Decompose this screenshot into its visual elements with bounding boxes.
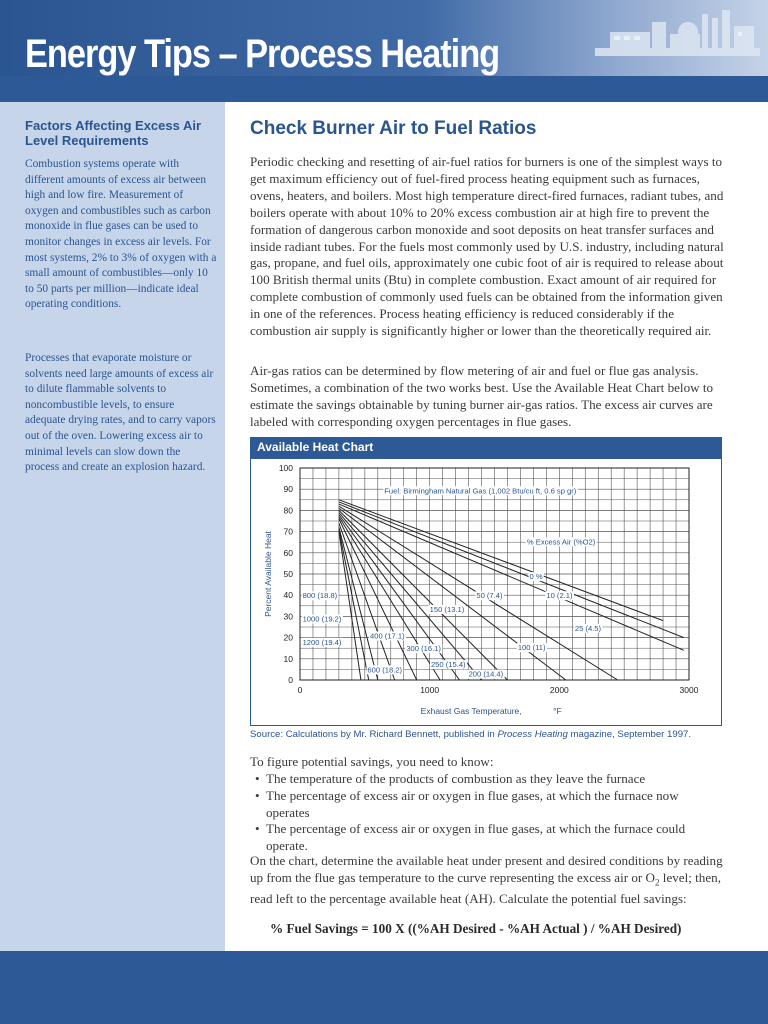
y-axis-title: Percent Available Heat [263, 531, 273, 617]
series-label: 1200 (19.4) [302, 637, 342, 647]
chart-heading-bar [250, 437, 722, 459]
x-tick-label: 1000 [420, 685, 440, 695]
body-paragraph-2: Air-gas ratios can be determined by flow metering of air and fuel or flue gas analysis. Sometimes, a combination of the two works best. Use the Available Heat Chart below to estimate the savings obtainable by tuning burner air-gas ratios. The excess air curves are labeled with corresponding oxygen percentages in flue gases. [250, 363, 714, 429]
series-label: 10 (2.1) [546, 591, 573, 601]
list-item: • The temperature of the products of combustion as they leave the furnace [252, 771, 722, 788]
header-band [0, 76, 768, 102]
y-tick-label: 0 [288, 675, 293, 685]
series-label: 100 (11) [517, 643, 546, 653]
series-label: 400 (17.1) [370, 631, 405, 641]
series-label: 25 (4.5) [574, 624, 602, 634]
series-line [339, 527, 378, 680]
y-tick-label: 50 [283, 569, 293, 579]
y-tick-label: 80 [283, 505, 293, 516]
page-title: Energy Tips – Process Heating [25, 32, 500, 76]
list-item: • The percentage of excess air or oxygen in flue gases, at which the furnace could operate. [252, 821, 722, 855]
sidebar-title: Factors Affecting Excess Air Level Requirements [25, 118, 202, 148]
series-line [339, 517, 440, 680]
series-label: 250 (15.4) [430, 660, 466, 670]
sidebar-paragraph-1: Combustion systems operate with different amounts of excess air between high and low fire. Measurement of oxygen and combustibles such as carbon monoxide in flue gases can be used to monitor changes in excess air levels. For most systems, 2% to 3% of oxygen with a small amount of combustibles—only 10 to 50 parts per million—indicate ideal operating conditions. [25, 158, 217, 311]
y-tick-label: 20 [283, 632, 293, 643]
x-tick-label: 3000 [679, 685, 699, 695]
series-line [339, 500, 663, 621]
available-heat-chart [250, 459, 722, 725]
chart-subtitle: Fuel: Birmingham Natural Gas (1,002 Btu/cu ft, 0.6 sp gr) [384, 486, 577, 496]
chart-heading: Available Heat Chart [257, 440, 374, 454]
closing-text-a: On the chart, determine the available heat under present and desired conditions by reading up from the flue gas temperature to the curve representing the excess air or O [250, 853, 723, 885]
y-tick-label: 10 [283, 653, 293, 664]
industrial-plant-illustration [590, 4, 765, 74]
requirements-list [252, 771, 722, 855]
list-item: • The percentage of excess air or oxygen in flue gases, at which the furnace now operates [252, 788, 722, 822]
y-tick-label: 30 [283, 611, 293, 622]
body-paragraph-1: Periodic checking and resetting of air-fuel ratios for burners is one of the simplest ways to get maximum efficiency out of fuel-fired process heating equipment such as furnaces, ovens, heaters, and boilers. Most high temperature direct-fired furnaces, radiant tubes, and boilers operate with about 10% to 20% excess combustion air at high fire to prevent the formation of dangerous carbon monoxide and soot deposits on heat transfer surfaces and inside radiant tubes. For the fuels most commonly used by U.S. industry, including natural gas, propane, and fuel oils, approximately one cubic foot of air is required to release about 100 British thermal units (Btu) in complete combustion. Exact amount of air required for complete combustion of commonly used fuels can be obtained from the information given in one of the references. Process heating efficiency is reduced considerably if the combustion air supply is significantly higher or lower than the theoretically required air. [250, 154, 724, 339]
y-tick-label: 60 [283, 547, 293, 558]
intro-text: To figure potential savings, you need to know: [250, 754, 494, 769]
page-header [0, 0, 768, 102]
closing-text-b: level; then, read left to the percentage available heat (AH). Calculate the potential fuel savings: [250, 869, 721, 907]
series-label: 150 (13.1) [429, 604, 465, 614]
section-title: Check Burner Air to Fuel Ratios [250, 118, 537, 139]
source-suffix: magazine, September 1997. [567, 729, 692, 740]
series-label: 800 (18.8) [302, 591, 338, 601]
x-axis-title: Exhaust Gas Temperature, [420, 706, 522, 716]
fuel-savings-formula: % Fuel Savings = 100 X ((%AH Desired - %AH Actual ) / %AH Desired) [270, 921, 682, 936]
series-label: 300 (16.1) [406, 644, 441, 654]
source-prefix: Source: Calculations by Mr. Richard Bennett, published in [250, 729, 498, 740]
series-line [339, 508, 566, 680]
chart-source [250, 729, 730, 740]
series-label: 600 (18.2) [367, 665, 403, 675]
series-label: 200 (14.4) [468, 669, 504, 679]
x-tick-label: 0 [297, 685, 303, 695]
series-line [339, 523, 395, 680]
series-label: 1000 (19.2) [302, 614, 342, 624]
closing-paragraph [250, 853, 726, 908]
source-magazine: Process Heating [497, 729, 568, 740]
page-footer [0, 951, 768, 1024]
sidebar-paragraph-2: Processes that evaporate moisture or solvents need large amounts of excess air to dilute flammable solvents to noncombustible levels, to ensure adequate drying rates, and to carry vapors out of the oven. Lowering excess air to minimal levels can slow down the process and create an explosion hazard. [25, 352, 216, 474]
x-axis-unit: °F [553, 706, 562, 716]
x-tick-label: 2000 [549, 685, 569, 695]
y-tick-label: 70 [283, 526, 293, 537]
legend-title: % Excess Air (%O2) [526, 537, 596, 547]
series-line [339, 513, 482, 680]
series-line [339, 529, 369, 680]
y-tick-label: 90 [283, 484, 293, 495]
y-tick-label: 40 [283, 590, 293, 601]
closing-subscript: 2 [655, 877, 660, 888]
series-label: 50 (7.4) [476, 591, 503, 601]
series-label: 0 % [529, 572, 543, 582]
y-tick-label: 100 [278, 463, 293, 473]
